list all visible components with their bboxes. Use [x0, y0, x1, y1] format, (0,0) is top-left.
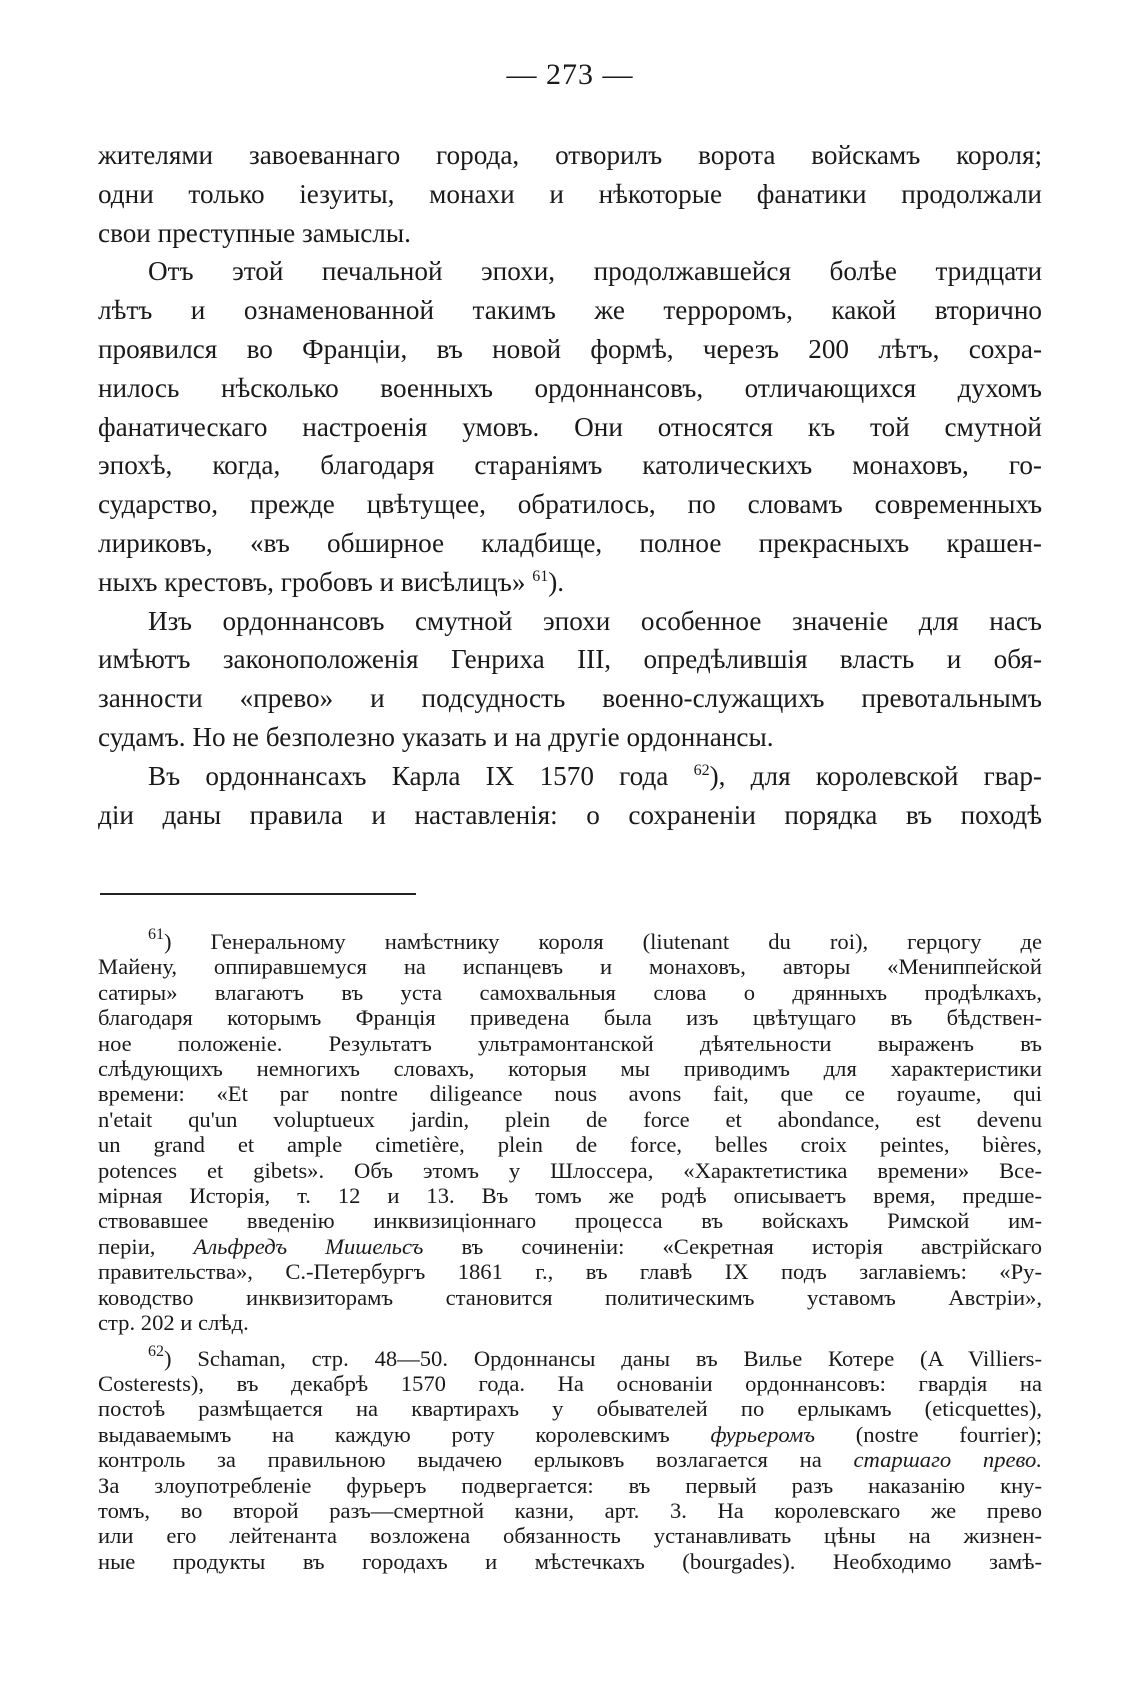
- paragraph: [98, 602, 1042, 757]
- text-line: томъ, во второй разъ—смертной казни, арт. 3. На королевскаго же прево: [98, 1497, 1042, 1523]
- footnote-divider: [100, 893, 416, 895]
- text-fragment: ), для королевской гвар-: [709, 760, 1042, 791]
- text-line: un grand et ample cimetière, plein de force, belles croix peintes, bières,: [98, 1132, 1042, 1158]
- text-line: Изъ ордоннансовъ смутной эпохи особенное значеніе для насъ: [148, 605, 1042, 636]
- text-line: проявился во Франціи, въ новой формѣ, черезъ 200 лѣтъ, сохра-: [98, 333, 1042, 364]
- italic-term: старшаго прево.: [853, 1447, 1042, 1473]
- text-line: занности «прево» и подсудность военно-служащихъ превотальнымъ: [98, 683, 1042, 714]
- footnotes: [98, 926, 1042, 1584]
- text-line: ствовавшее введенію инквизиціоннаго процесса въ войскахъ Римской им-: [98, 1208, 1042, 1234]
- page-number: — 273 —: [506, 58, 634, 91]
- text-line: сударство, прежде цвѣтущее, обратилось, по словамъ современныхъ: [98, 489, 1042, 520]
- footnote-ref: 62: [693, 761, 710, 779]
- text-fragment: ) Генеральному намѣстнику короля (liutenant du roi), герцогу де: [164, 929, 1042, 954]
- text-line: сатиры» влагаютъ въ уста самохвальныя слова о дрянныхъ продѣлкахъ,: [98, 979, 1042, 1005]
- text-fragment: ).: [548, 566, 565, 597]
- footnote-61: [98, 926, 1042, 1336]
- paragraph: [98, 252, 1042, 601]
- text-line: Майену, оппиравшемуся на испанцевъ и монаховъ, авторы «Мениппейской: [98, 954, 1042, 980]
- text-line: [98, 1447, 1042, 1472]
- text-line: благодаря которымъ Франція приведена была изъ цвѣтущаго въ бѣдствен-: [98, 1005, 1042, 1031]
- footnote-marker: 62: [148, 1342, 164, 1360]
- text-line: [98, 926, 1042, 954]
- text-line: n'etait qu'un voluptueux jardin, plein de force et abondance, est devenu: [98, 1106, 1042, 1132]
- text-line: ные продукты въ городахъ и мѣстечкахъ (bourgades). Необходимо замѣ-: [98, 1548, 1042, 1574]
- text-fragment: контроль за правильною выдачею ерлыковъ возлагается на: [98, 1447, 822, 1473]
- text-line: жителями завоеваннаго города, отворилъ ворота войскамъ короля;: [98, 140, 1042, 170]
- text-line: судамъ. Но не безполезно указать и на другіе ордоннансы.: [98, 721, 774, 752]
- text-line: одни только іезуиты, монахи и нѣкоторые фанатики продолжали: [98, 178, 1042, 209]
- text-line: [98, 757, 1042, 796]
- text-fragment: ) Schaman, стр. 48—50. Ордоннансы даны въ Вилье Котере (A Villiers-: [164, 1345, 1042, 1371]
- text-line: стр. 202 и слѣд.: [98, 1310, 249, 1336]
- text-line: За злоупотребленіе фурьеръ подвергается: въ первый разъ наказанію кну-: [98, 1472, 1042, 1498]
- text-line: [98, 1422, 1042, 1447]
- text-line: ное положеніе. Результатъ ультрамонтанской дѣятельности выраженъ въ: [98, 1030, 1042, 1056]
- text-line: нилось нѣсколько военныхъ ордоннансовъ, отличающихся духомъ: [98, 372, 1042, 403]
- text-line: діи даны правила и наставленія: о сохраненіи порядка въ походѣ: [98, 799, 1042, 830]
- text-line: имѣютъ законоположенія Генриха III, опредѣлившія власть и обя-: [98, 644, 1042, 675]
- text-line: лириковъ, «въ обширное кладбище, полное прекрасныхъ крашен-: [98, 527, 1042, 558]
- italic-term: фурьеромъ: [710, 1421, 815, 1447]
- footnote-62: [98, 1342, 1042, 1575]
- text-line: Costerests), въ декабрѣ 1570 года. На основаніи ордоннансовъ: гвардія на: [98, 1370, 1042, 1396]
- text-fragment: періи,: [98, 1233, 156, 1259]
- italic-name: Альфредъ Мишельсъ: [193, 1233, 424, 1259]
- text-line: [98, 563, 1042, 602]
- text-line: или его лейтенанта возложена обязанность устанавливать цѣны на жизнен-: [98, 1523, 1042, 1549]
- text-line: [98, 1342, 1042, 1371]
- text-line: [98, 1234, 1042, 1259]
- text-fragment: въ сочиненіи: «Секретная исторія австрійскаго: [461, 1233, 1042, 1259]
- text-line: постоѣ размѣщается на квартирахъ у обывателей по ерлыкамъ (eticquettes),: [98, 1396, 1042, 1422]
- text-line: эпохѣ, когда, благодаря стараніямъ католическихъ монаховъ, го-: [98, 450, 1042, 481]
- text-line: Отъ этой печальной эпохи, продолжавшейся болѣе тридцати: [148, 256, 1042, 287]
- text-line: правительства», С.-Петербургъ 1861 г., въ главѣ IX подъ заглавіемъ: «Ру-: [98, 1259, 1042, 1285]
- text-line: слѣдующихъ немногихъ словахъ, которыя мы приводимъ для характеристики: [98, 1056, 1042, 1082]
- text-line: potences et gibets». Объ этомъ у Шлоссера, «Характетистика времени» Все-: [98, 1157, 1042, 1183]
- text-fragment: Въ ордоннансахъ Карла IX 1570 года: [148, 760, 669, 791]
- text-line: мірная Исторія, т. 12 и 13. Въ томъ же родѣ описываетъ время, предше-: [98, 1183, 1042, 1209]
- text-line: лѣтъ и ознаменованной такимъ же терроромъ, какой вторично: [98, 295, 1042, 326]
- footnote-ref: 61: [532, 567, 549, 585]
- text-fragment: выдаваемымъ на каждую роту королевскимъ: [98, 1421, 670, 1447]
- text-line: фанатическаго настроенія умовъ. Они относятся къ той смутной: [98, 411, 1042, 442]
- text-line: времени: «Et par nontre diligeance nous avons fait, que ce royaume, qui: [98, 1081, 1042, 1107]
- paragraph: [98, 136, 1042, 252]
- text-fragment: (nostre fourrier);: [855, 1421, 1042, 1447]
- text-line: ководство инквизиторамъ становится политическимъ уставомъ Австріи»,: [98, 1284, 1042, 1310]
- paragraph: [98, 757, 1042, 835]
- footnote-marker: 61: [148, 926, 164, 943]
- main-text: [98, 136, 1042, 834]
- text-line: свои преступные замыслы.: [98, 217, 411, 248]
- text-fragment: ныхъ крестовъ, гробовъ и висѣлицъ»: [98, 566, 526, 597]
